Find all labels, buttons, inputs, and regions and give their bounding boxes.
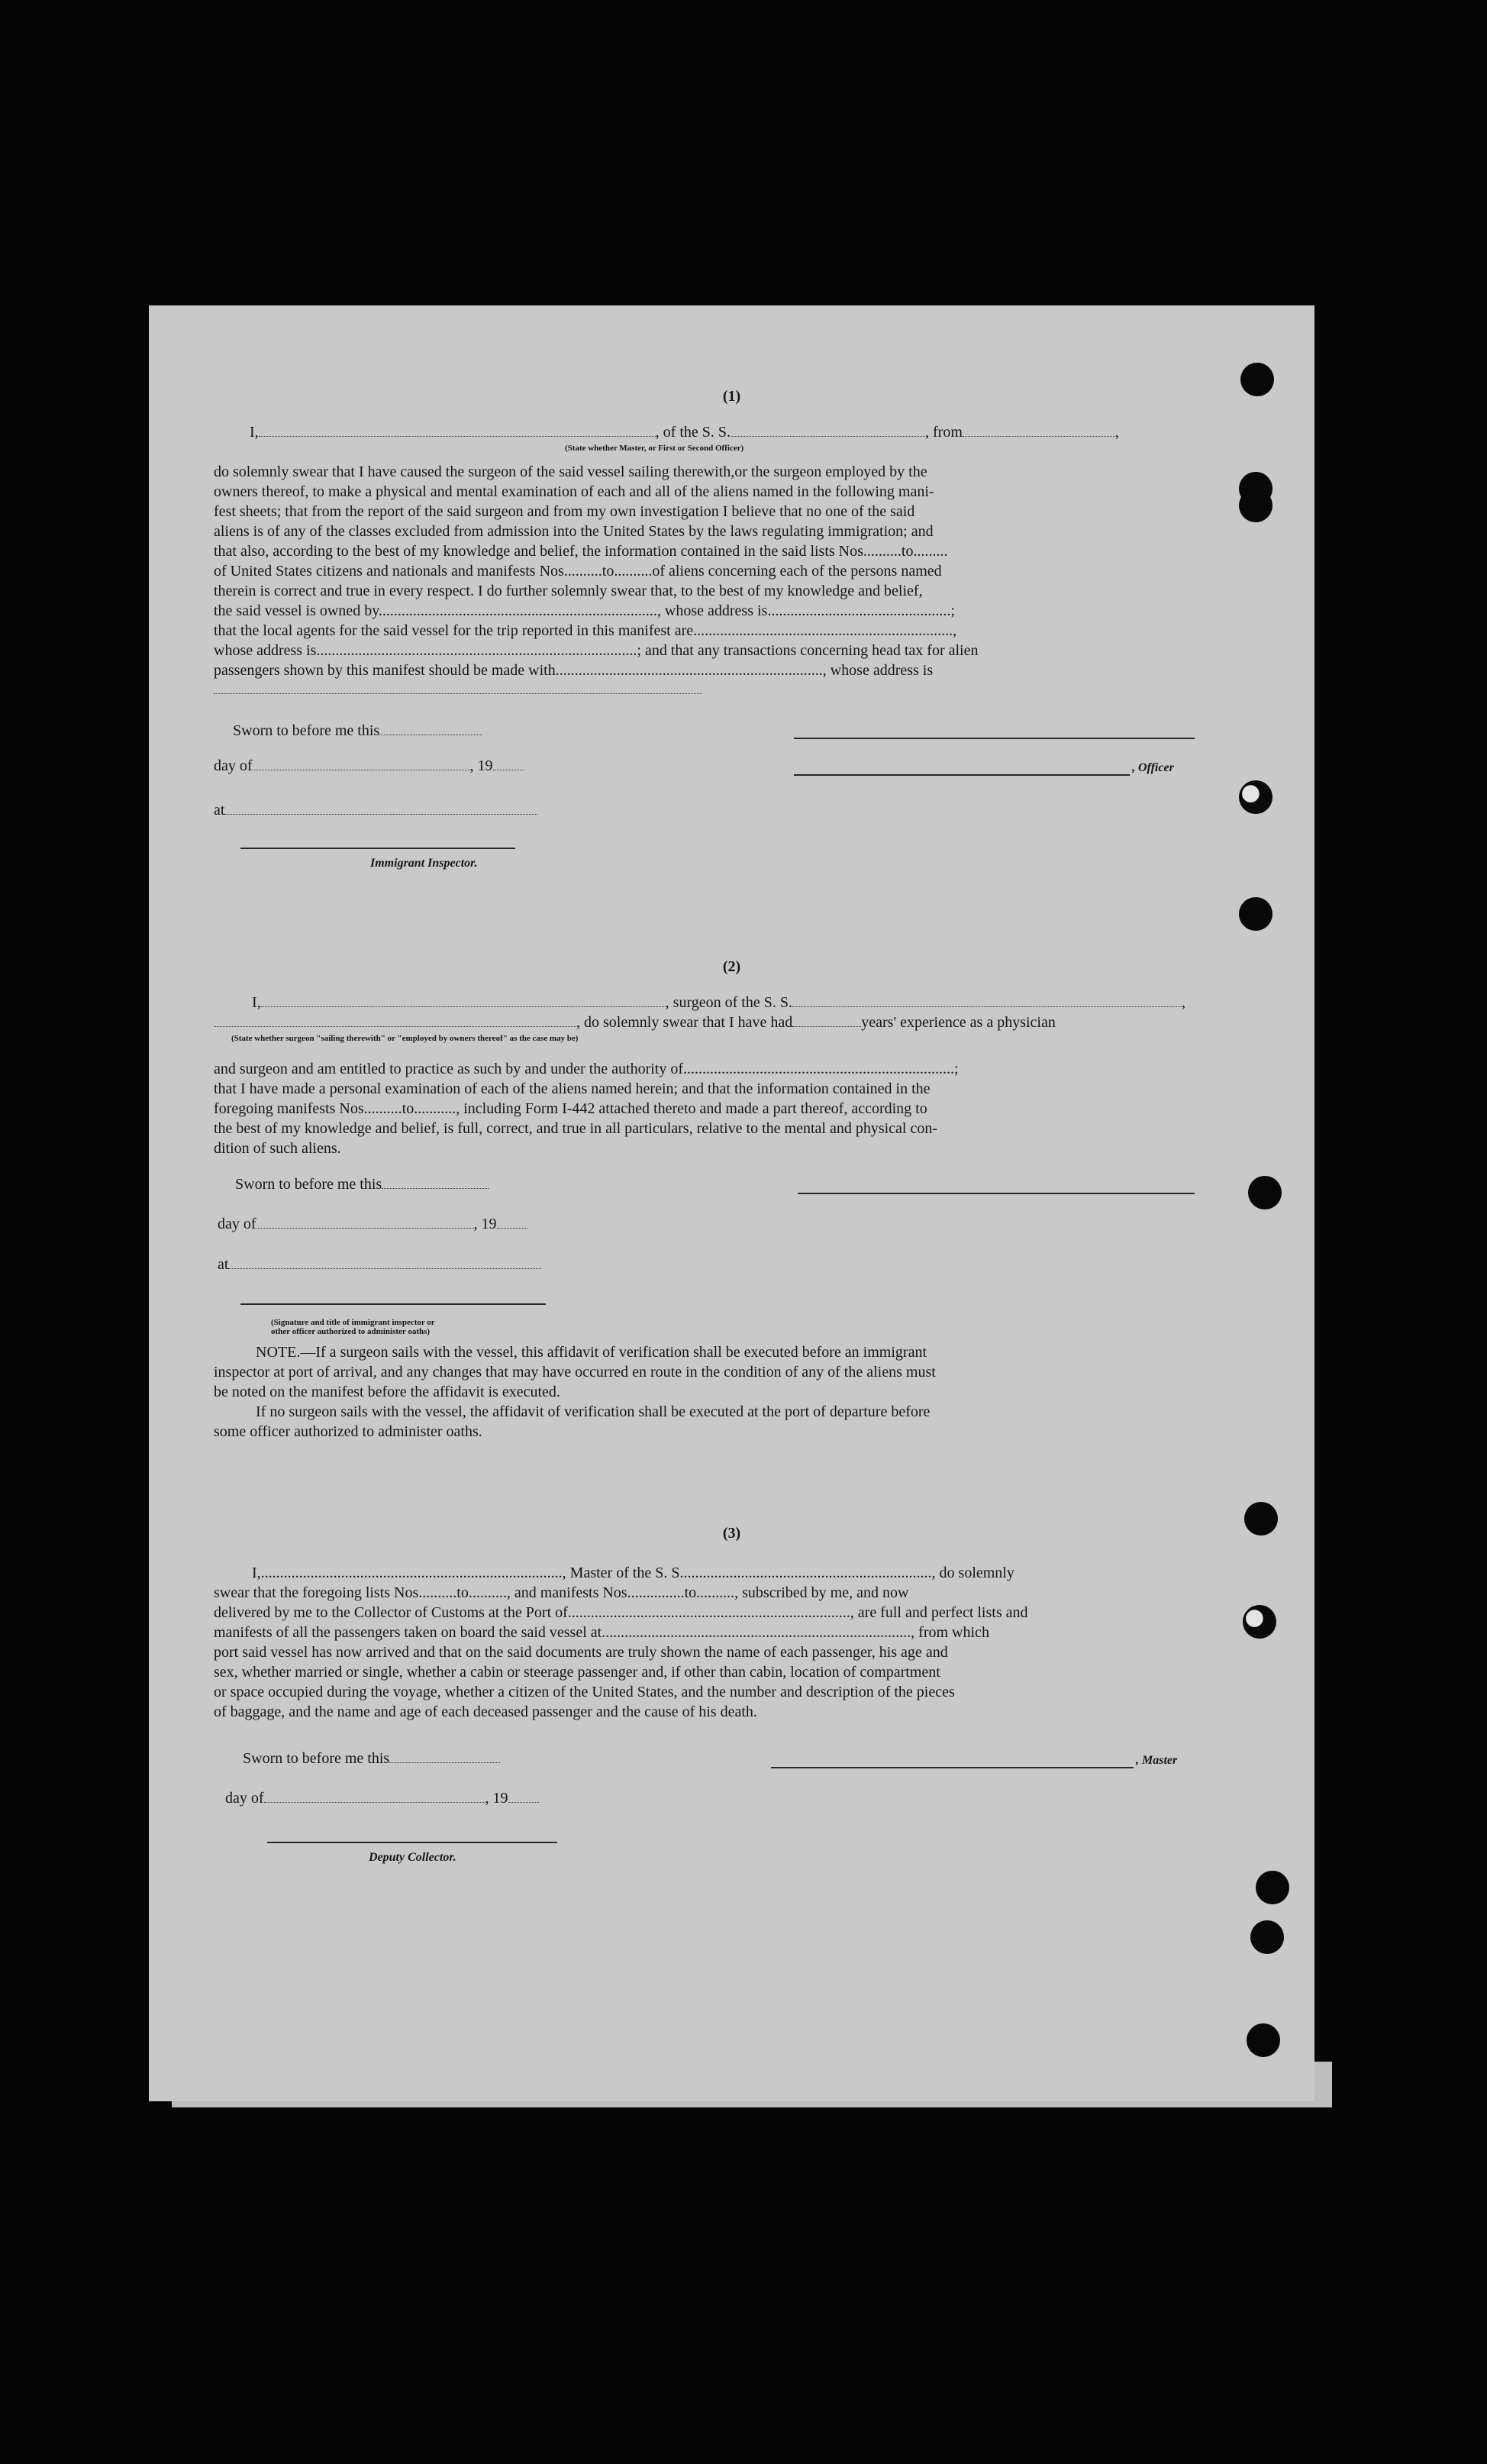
section-1-heading: (1): [722, 388, 741, 405]
master-label: , Master: [1136, 1754, 1178, 1767]
binder-hole: [1243, 1605, 1276, 1639]
section-1-sworn: Sworn to before me this: [233, 722, 482, 740]
binder-hole: [1244, 1502, 1278, 1536]
manifest-affidavit-page: [149, 305, 1314, 2101]
officer-label: , Officer: [1132, 761, 1174, 774]
binder-hole: [1240, 363, 1274, 396]
binder-hole: [1239, 780, 1272, 814]
section-1-at: at: [214, 802, 537, 819]
section-1-day-of: day of , 19: [214, 757, 524, 775]
section-2-note: NOTE.—If a surgeon sails with the vessel, this affidavit of verification shall be executed before an immigrant inspector at port of arrival, and any changes that may have occurred en route in the condition of any of the aliens must be noted on the manifest before the affidavit is executed. If no surgeon sails with the vessel, the affidavit of verification shall be executed at the port of departure before some officer authorized to administer oaths.: [214, 1344, 936, 1440]
section-1-body: do solemnly swear that I have caused the surgeon of the said vessel sailing therewith,or the surgeon employed by the owners thereof, to make a physical and mental examination of each and all of the aliens named in the following mani- fest sheets; that from the report of the said surgeon and from my own investigation I believe that no one of the said aliens is of any of the classes excluded from admission into the United States by the laws regulating immigration; and that also, according to the best of my knowledge and belief, the information contained in the said lists Nos..........to......... of United States citizens and nationals and manifests Nos..........to..........of aliens concerning each of the persons named therein is correct and true in every respect. I do further solemnly swear that, to the best of my knowledge and belief, the said vessel is owned by........................................................................., whose address is................................................; that the local agents for the said vessel for the trip reported in this manifest are...................................................................., whose address is....................................................................................; and that any transactions concerning head tax for alien passengers shown by this manifest should be made with......................................................................, whose address is: [214, 463, 979, 679]
binder-hole: [1239, 489, 1272, 522]
section-2-body: and surgeon and am entitled to practice as such by and under the authority of.......................................................................; that I have made a personal examination of each of the aliens named herein; and that the information contained in the foregoing manifests Nos..........to..........., including Form I-442 attached thereto and made a part thereof, according to the best of my knowledge and belief, is full, correct, and true in all particulars, relative to the mental and physical con- dition of such aliens.: [214, 1061, 959, 1157]
immigrant-inspector-label: Immigrant Inspector.: [370, 857, 478, 870]
deputy-collector-label: Deputy Collector.: [369, 1851, 456, 1864]
signature-note-line-1: (Signature and title of immigrant inspector or: [271, 1318, 435, 1327]
section-1-officer-note: (State whether Master, or First or Second Officer): [565, 444, 744, 453]
section-3-heading: (3): [722, 1525, 741, 1542]
binder-hole: [1256, 1871, 1289, 1904]
section-2-line-1: I, , surgeon of the S. S. ,: [252, 994, 1185, 1011]
section-2-day-of: day of , 19: [218, 1216, 527, 1233]
binder-hole: [1239, 897, 1272, 931]
section-2-surgeon-note: (State whether surgeon "sailing therewith" or "employed by owners thereof" as the case may be): [231, 1034, 579, 1043]
binder-hole: [1247, 2023, 1280, 2057]
signature-note-line-2: other officer authorized to administer oaths): [271, 1327, 431, 1336]
section-2-sworn: Sworn to before me this: [235, 1176, 489, 1193]
section-2-heading: (2): [722, 958, 741, 975]
section-3-body: I,..............................................................................., Master of the S. S.................................................................., do solemnly swear that the foregoing lists Nos..........to.........., and manifests Nos...............to.........., subscribed by me, and now delivered by me to the Collector of Customs at the Port of.........................................................................., are full and perfect lists and manifests of all the passengers taken on board the said vessel at................................................................................., from which port said vessel has now arrived and that on the said documents are truly shown the name of each passenger, his age and sex, whether married or single, whether a cabin or steerage passenger and, if other than cabin, location of compartment or space occupied during the voyage, whether a citizen of the United States, and the number and description of the pieces of baggage, and the name and age of each deceased passenger and the cause of his death.: [214, 1565, 1028, 1720]
section-2-at: at: [218, 1256, 541, 1274]
section-3-day-of: day of , 19: [225, 1790, 539, 1807]
binder-hole: [1248, 1176, 1282, 1209]
section-1-line-1: I, , of the S. S. , from ,: [250, 424, 1119, 441]
section-3-sworn: Sworn to before me this: [243, 1750, 500, 1768]
binder-hole: [1250, 1920, 1284, 1954]
section-2-line-2: , do solemnly swear that I have had years' experience as a physician: [214, 1014, 1056, 1032]
